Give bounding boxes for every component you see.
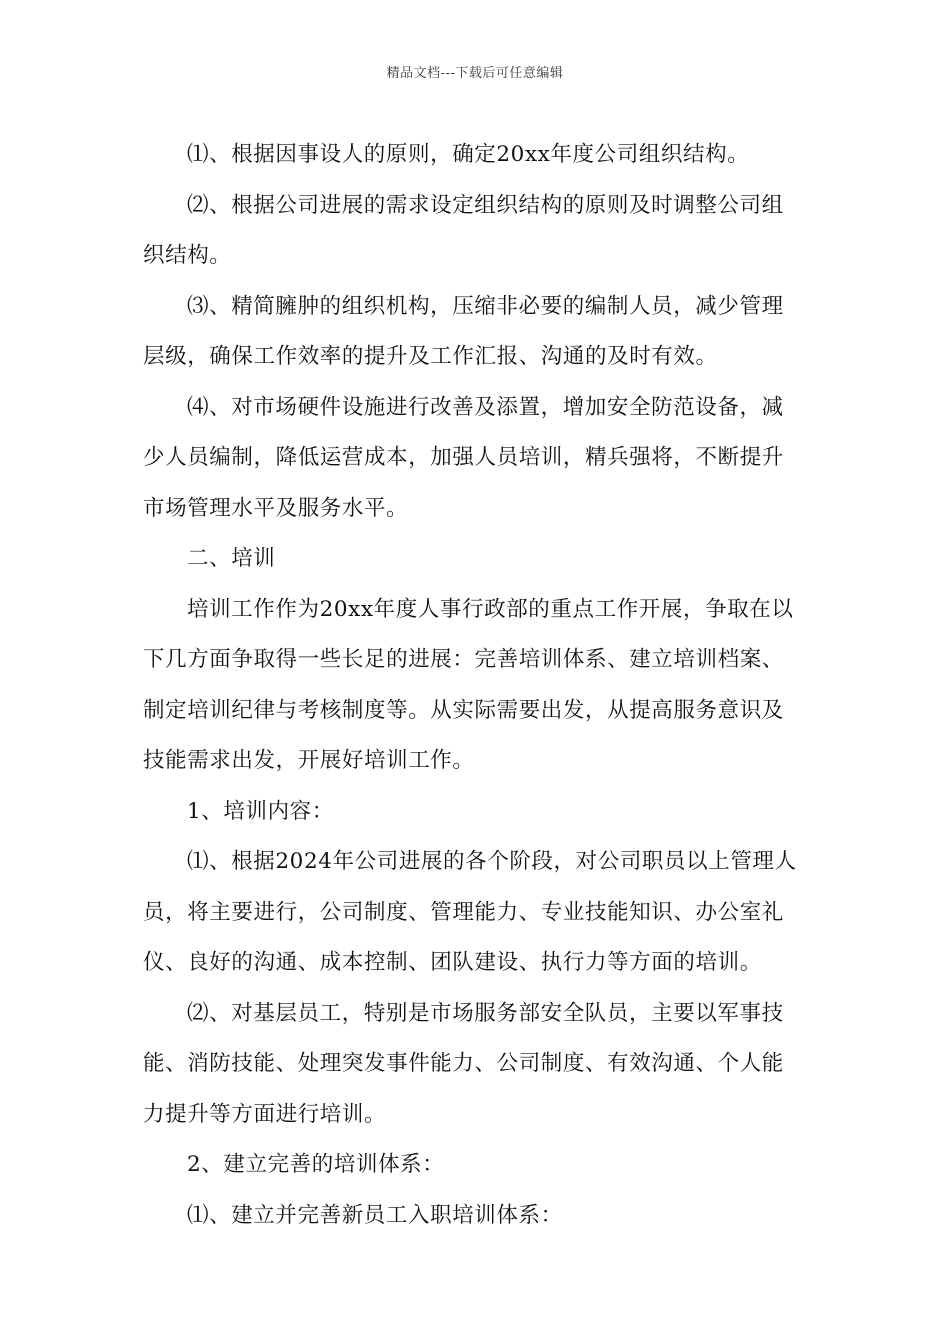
paragraph-content-1	[143, 837, 807, 989]
text-line: ⑶、精简臃肿的组织机构，压缩非必要的编制人员，减少管理	[187, 293, 784, 319]
text-line: 1、培训内容：	[187, 798, 334, 824]
text-line: 技能需求出发，开展好培训工作。	[143, 748, 475, 773]
text-line: 2、建立完善的培训体系：	[187, 1152, 445, 1177]
text-line: 市场管理水平及服务水平。	[143, 495, 409, 521]
text-line: 能、消防技能、处理突发事件能力、公司制度、有效沟通、个人能	[143, 1051, 784, 1076]
paragraph-system-1	[143, 1191, 807, 1242]
page-header: 精品文档---下载后可任意编辑	[386, 66, 564, 81]
paragraph-structure-2	[143, 181, 807, 282]
text-line: 制定培训纪律与考核制度等。从实际需要出发，从提高服务意识及	[143, 697, 784, 723]
text-line: 力提升等方面进行培训。	[143, 1101, 387, 1127]
subheading-training-content	[143, 787, 807, 838]
text-line: 培训工作作为20xx年度人事行政部的重点工作开展，争取在以	[187, 596, 794, 622]
paragraph-structure-4	[143, 383, 807, 535]
text-line: 二、培训	[187, 546, 276, 571]
text-line: ⑴、根据2024年公司进展的各个阶段，对公司职员以上管理人	[187, 849, 797, 874]
text-line: ⑵、根据公司进展的需求设定组织结构的原则及时调整公司组	[187, 192, 784, 218]
paragraph-structure-3	[143, 282, 807, 383]
section-heading-training	[143, 534, 807, 585]
text-line: 层级，确保工作效率的提升及工作汇报、沟通的及时有效。	[143, 344, 718, 369]
subheading-training-system	[143, 1140, 807, 1191]
text-line: 员，将主要进行，公司制度、管理能力、专业技能知识、办公室礼	[143, 899, 784, 925]
text-line: 仪、良好的沟通、成本控制、团队建设、执行力等方面的培训。	[143, 950, 762, 975]
document-body	[143, 130, 807, 1241]
text-line: 织结构。	[143, 243, 232, 268]
paragraph-content-2	[143, 989, 807, 1141]
text-line: 少人员编制，降低运营成本，加强人员培训，精兵强将，不断提升	[143, 445, 784, 470]
text-line: ⑴、根据因事设人的原则，确定20xx年度公司组织结构。	[187, 142, 750, 167]
paragraph-structure-1	[143, 130, 807, 181]
text-line: ⑴、建立并完善新员工入职培训体系：	[187, 1202, 563, 1228]
text-line: ⑵、对基层员工，特别是市场服务部安全队员，主要以军事技	[187, 1000, 784, 1026]
paragraph-training-intro	[143, 585, 807, 787]
text-line: ⑷、对市场硬件设施进行改善及添置，增加安全防范设备，减	[187, 394, 784, 420]
text-line: 下几方面争取得一些长足的进展：完善培训体系、建立培训档案、	[143, 647, 784, 672]
